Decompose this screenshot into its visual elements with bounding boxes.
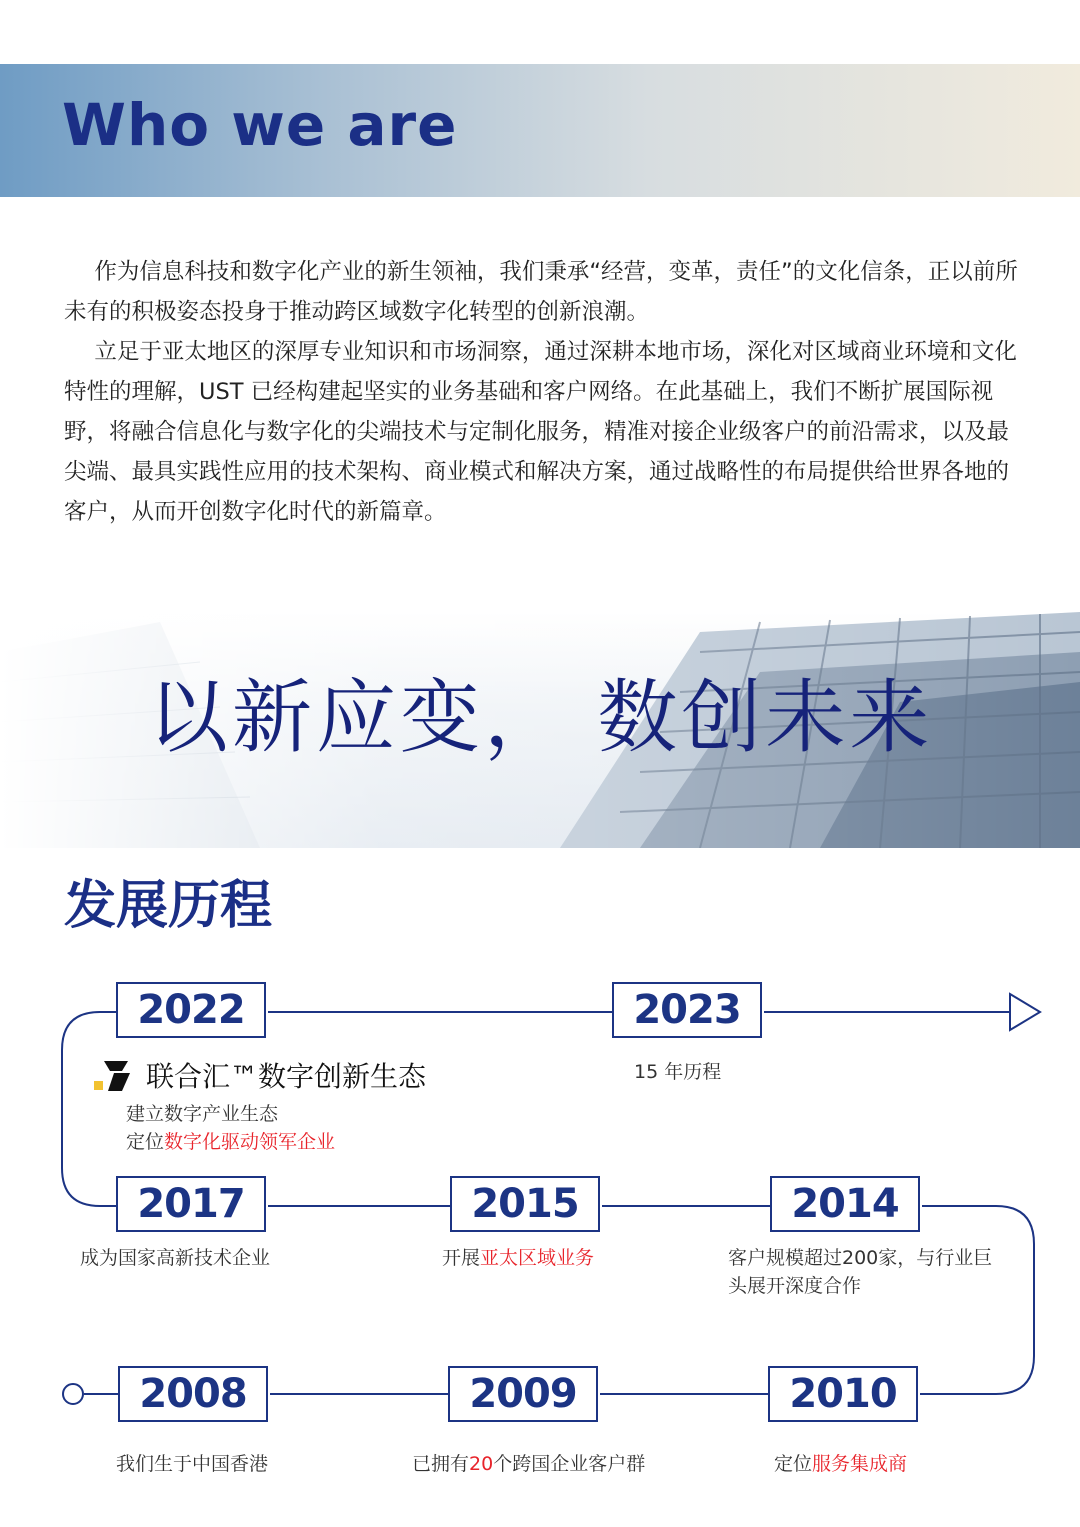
desc-2022 [126, 1100, 335, 1156]
desc-2022-highlight: 数字化驱动领军企业 [164, 1131, 336, 1153]
slogan: 以新应变， 数创未来 [148, 671, 934, 764]
history-title: 发展历程 [64, 876, 273, 936]
arrow-right-icon [1010, 994, 1040, 1030]
desc-2022-prefix: 定位 [126, 1131, 165, 1153]
desc-2014-line1: 客户规模超过200家，与行业巨 [728, 1247, 993, 1269]
desc-2015 [442, 1244, 594, 1272]
desc-2014 [728, 1244, 992, 1300]
desc-2010-prefix: 定位 [774, 1453, 813, 1475]
desc-2009-highlight: 20 [469, 1453, 494, 1475]
desc-2023: 15 年历程 [634, 1061, 722, 1083]
desc-2010 [774, 1450, 907, 1478]
year-2014: 2014 [770, 1176, 920, 1232]
desc-2014-line2: 头展开深度合作 [728, 1275, 862, 1297]
intro-paragraph-2: 立足于亚太地区的深厚专业知识和市场洞察，通过深耕本地市场，深化对区域商业环境和文化特性的理解，UST 已经构建起坚实的业务基础和客户网络。在此基础上，我们不断扩展国际视野，将融合信息化与数字化的尖端技术与定制化服务，精准对接企业级客户的前沿需求，以及最尖端、最具实践性应用的技术架构、商业模式和解决方案，通过战略性的布局提供给世界各地的客户，从而开创数字化时代的新篇章。 [64, 339, 1017, 525]
year-2010: 2010 [768, 1366, 918, 1422]
desc-2015-highlight: 亚太区域业务 [480, 1247, 595, 1269]
desc-2010-highlight: 服务集成商 [812, 1453, 908, 1475]
ust-logo-icon [94, 1055, 138, 1095]
page-title: Who we are [62, 91, 458, 159]
desc-2015-prefix: 开展 [442, 1247, 481, 1269]
year-2023: 2023 [612, 982, 762, 1038]
desc-2022-line1: 建立数字产业生态 [126, 1103, 279, 1125]
brand-logo [94, 1055, 426, 1095]
desc-2017: 成为国家高新技术企业 [80, 1247, 271, 1269]
desc-2009-prefix: 已拥有 [412, 1453, 470, 1475]
desc-2022-line2 [126, 1128, 335, 1156]
timeline-start-icon [62, 1383, 84, 1405]
desc-2009-suffix: 个跨国企业客户群 [493, 1453, 646, 1475]
brand-name: 联合汇™数字创新生态 [146, 1060, 427, 1093]
year-2022: 2022 [116, 982, 266, 1038]
year-2017: 2017 [116, 1176, 266, 1232]
year-2015: 2015 [450, 1176, 600, 1232]
desc-2009 [412, 1450, 645, 1478]
year-2009: 2009 [448, 1366, 598, 1422]
intro-paragraph-1: 作为信息科技和数字化产业的新生领袖，我们秉承“经营，变革，责任”的文化信条，正以前所未有的积极姿态投身于推动跨区域数字化转型的创新浪潮。 [64, 259, 1018, 325]
desc-2008: 我们生于中国香港 [116, 1453, 269, 1475]
year-2008: 2008 [118, 1366, 268, 1422]
